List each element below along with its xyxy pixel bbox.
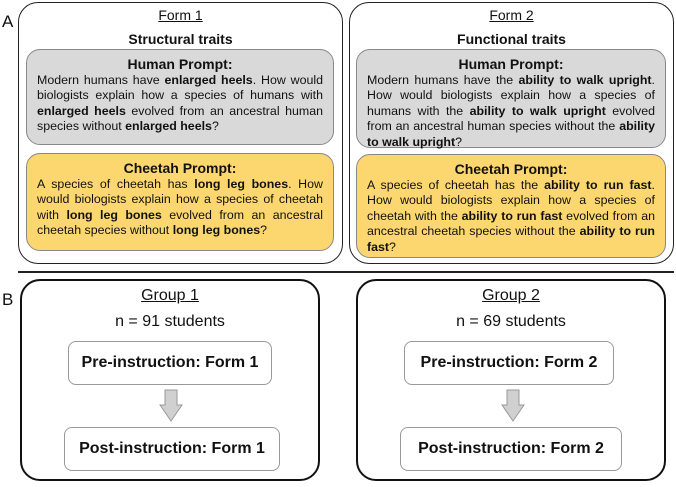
form1-title: Form 1 <box>158 7 203 23</box>
group1-count: n = 91 students <box>115 313 225 330</box>
group2-down-arrow-icon <box>501 389 525 423</box>
form2-human-prompt-text <box>367 73 655 150</box>
prompt-text: A species of cheetah has the <box>367 178 545 192</box>
form1-cheetah-prompt <box>26 153 334 251</box>
prompt-trait-text: enlarged heels <box>125 119 212 134</box>
prompt-trait-text: long leg bones <box>66 207 162 222</box>
group1-down-arrow-icon <box>159 389 183 423</box>
form2-human-prompt <box>356 49 666 148</box>
form1-human-prompt-text <box>37 73 323 135</box>
panel-b-letter: B <box>2 290 14 309</box>
group1-post-step: Post-instruction: Form 1 <box>64 427 280 471</box>
prompt-trait-text: ability to run fast <box>367 224 655 254</box>
group2-post-step: Post-instruction: Form 2 <box>400 427 622 471</box>
form1-subtitle: Structural traits <box>128 31 233 47</box>
prompt-trait-text: long leg bones <box>172 223 261 238</box>
form1-human-prompt-title: Human Prompt: <box>127 56 233 72</box>
prompt-text: . How would biologists explain how a species of cheetah with the <box>367 178 655 223</box>
prompt-trait-text: long leg bones <box>194 177 289 191</box>
prompt-text: evolved from an ancestral cheetah species without <box>37 207 323 238</box>
prompt-text: . How would biologists explain how a species of cheetah with <box>37 177 323 222</box>
form2-cheetah-prompt-text <box>367 178 655 255</box>
prompt-text: ? <box>260 223 268 238</box>
group1-box <box>20 279 320 481</box>
form2-human-prompt-title: Human Prompt: <box>458 56 564 72</box>
group1-pre-step: Pre-instruction: Form 1 <box>68 341 272 385</box>
form2-box <box>349 2 674 264</box>
form1-box <box>18 2 343 264</box>
group2-title: Group 2 <box>482 287 540 304</box>
prompt-trait-text: ability to run fast <box>461 208 563 223</box>
prompt-trait-text: ability to walk upright <box>518 73 652 87</box>
group2-count: n = 69 students <box>456 313 566 330</box>
prompt-text: ? <box>211 119 219 134</box>
form2-subtitle: Functional traits <box>457 31 566 47</box>
group2-pre-step: Pre-instruction: Form 2 <box>404 341 614 385</box>
form2-title: Form 2 <box>489 7 534 23</box>
form1-cheetah-prompt-text <box>37 177 323 239</box>
prompt-text: evolved from an ancestral cheetah species without the <box>367 208 655 239</box>
prompt-trait-text: enlarged heels <box>164 73 253 87</box>
form2-cheetah-prompt <box>356 154 666 258</box>
prompt-text: evolved from an ancestral human species without the <box>367 103 655 134</box>
prompt-text: evolved from an ancestral human species without <box>37 103 323 134</box>
prompt-text: Modern humans have the <box>367 73 519 87</box>
prompt-trait-text: ability to walk upright <box>469 103 606 118</box>
prompt-text: ? <box>389 239 396 254</box>
prompt-trait-text: enlarged heels <box>37 103 126 118</box>
form1-cheetah-prompt-title: Cheetah Prompt: <box>123 160 237 176</box>
prompt-text: ? <box>455 134 463 149</box>
panel-a-letter: A <box>2 12 14 31</box>
prompt-text: . How would biologists explain how a species of humans with the <box>367 73 655 118</box>
prompt-text: . How would biologists explain how a species of humans with <box>37 73 323 103</box>
prompt-trait-text: ability to walk upright <box>367 119 655 149</box>
group2-box <box>356 279 666 481</box>
prompt-text: Modern humans have <box>37 73 165 87</box>
prompt-trait-text: ability to run fast <box>544 178 652 192</box>
prompt-text: A species of cheetah has <box>37 177 195 191</box>
form2-cheetah-prompt-title: Cheetah Prompt: <box>454 161 568 177</box>
group1-title: Group 1 <box>141 287 199 304</box>
form1-human-prompt <box>26 49 334 145</box>
panel-divider <box>18 271 674 273</box>
